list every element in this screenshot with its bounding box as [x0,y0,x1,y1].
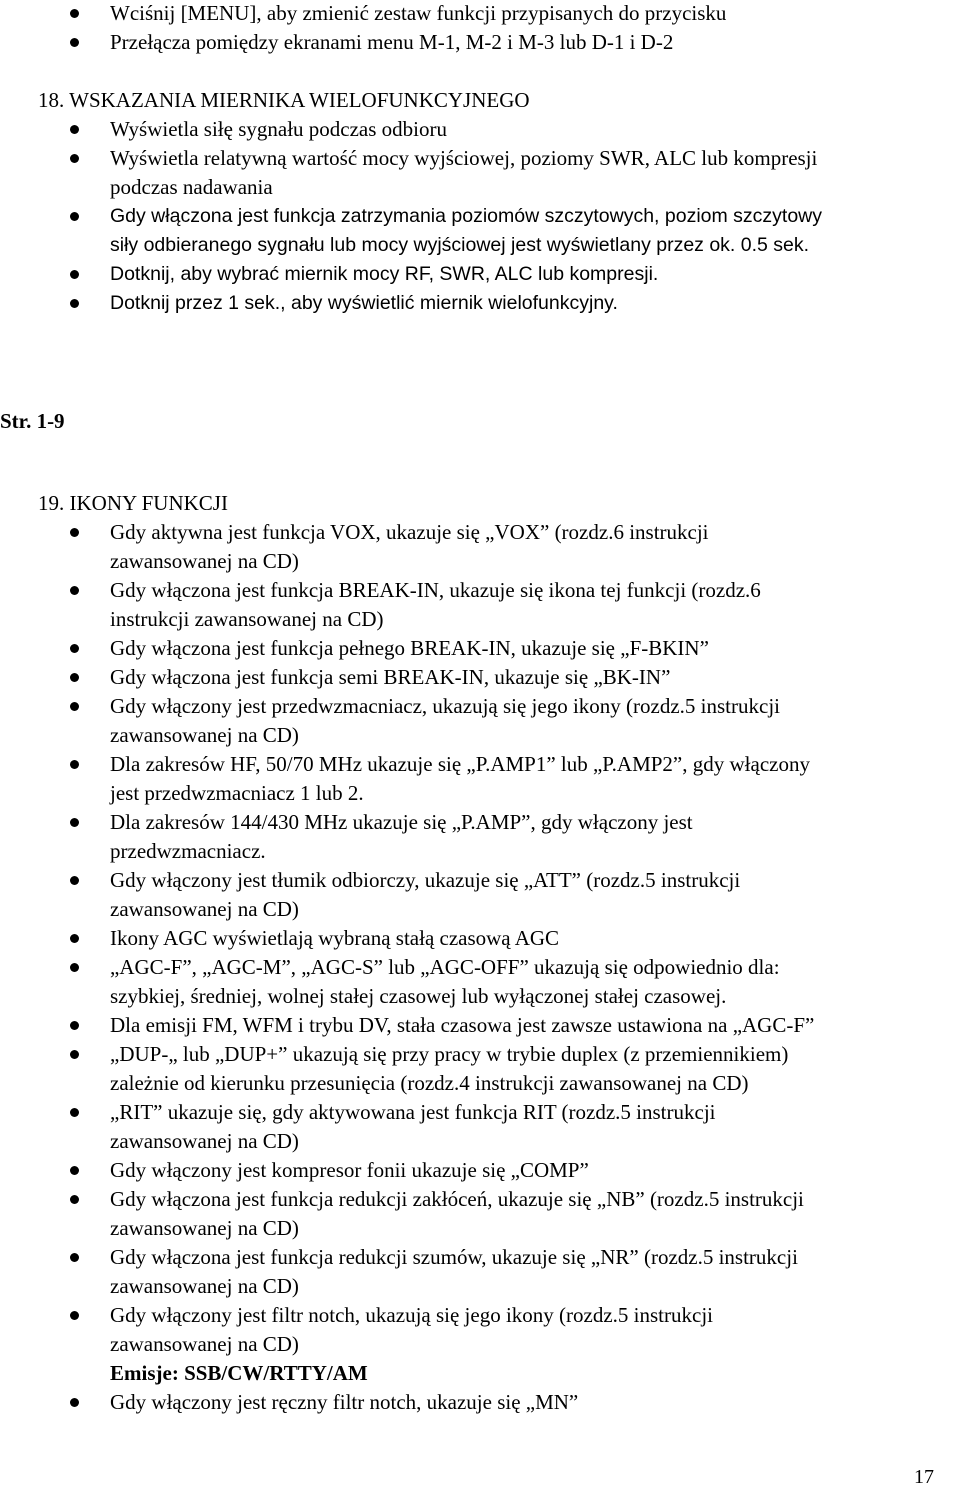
list-bullet [70,673,79,682]
list-item-text: zawansowanej na CD) [110,1216,299,1240]
list-bullet [70,9,79,18]
list-item-text: zawansowanej na CD) [110,1274,299,1298]
list-item-text: Dla emisji FM, WFM i trybu DV, stała czasowa jest zawsze ustawiona na „AGC-F” [110,1013,815,1037]
list-item-text: zawansowanej na CD) [110,897,299,921]
list-item-text: zależnie od kierunku przesunięcia (rozdz.4 instrukcji zawansowanej na CD) [110,1071,749,1095]
list-item-text: Gdy włączony jest przedwzmacniacz, ukazują się jego ikony (rozdz.5 instrukcji [110,694,781,718]
list-item-text: zawansowanej na CD) [110,723,299,747]
list-bullet [70,38,79,47]
list-item-text: Gdy włączona jest funkcja pełnego BREAK-IN, ukazuje się „F-BKIN” [110,636,709,660]
list-bullet [70,963,79,972]
list-bullet [70,760,79,769]
list-bullet [70,934,79,943]
list-item-text: siły odbieranego sygnału lub mocy wyjściowej jest wyświetlany przez ok. 0.5 sek. [110,234,810,256]
list-item-text: „AGC-F”, „AGC-M”, „AGC-S” lub „AGC-OFF” ukazują się odpowiednio dla: [110,955,780,979]
subheading-emisje: Emisje: SSB/CW/RTTY/AM [110,1361,368,1385]
list-bullet [70,876,79,885]
list-item-text: jest przedwzmacniacz 1 lub 2. [110,781,364,805]
list-item-text: Wciśnij [MENU], aby zmienić zestaw funkcji przypisanych do przycisku [110,1,727,25]
list-item-text: szybkiej, średniej, wolnej stałej czasowej lub wyłączonej stałej czasowej. [110,984,727,1008]
list-item-text: Gdy włączona jest funkcja redukcji zakłóceń, ukazuje się „NB” (rozdz.5 instrukcji [110,1187,804,1211]
list-item-text: Dla zakresów HF, 50/70 MHz ukazuje się „P.AMP1” lub „P.AMP2”, gdy włączony [110,752,810,776]
list-item-text: Gdy włączona jest funkcja zatrzymania poziomów szczytowych, poziom szczytowy [110,205,822,227]
list-bullet [70,1253,79,1262]
list-bullet [70,1108,79,1117]
list-bullet [70,299,79,308]
list-bullet [70,1311,79,1320]
list-bullet [70,1166,79,1175]
list-item-text: Przełącza pomiędzy ekranami menu M-1, M-2 i M-3 lub D-1 i D-2 [110,30,674,54]
list-item-text: Dla zakresów 144/430 MHz ukazuje się „P.AMP”, gdy włączony jest [110,810,693,834]
list-item-text: „DUP-„ lub „DUP+” ukazują się przy pracy w trybie duplex (z przemiennikiem) [110,1042,789,1066]
list-item-text: Gdy włączona jest funkcja redukcji szumów, ukazuje się „NR” (rozdz.5 instrukcji [110,1245,798,1269]
list-item-text: Gdy włączony jest filtr notch, ukazują się jego ikony (rozdz.5 instrukcji [110,1303,714,1327]
list-item-text: zawansowanej na CD) [110,549,299,573]
list-bullet [70,1195,79,1204]
list-bullet [70,1050,79,1059]
list-item-text: Wyświetla relatywną wartość mocy wyjściowej, poziomy SWR, ALC lub kompresji [110,146,818,170]
list-item-text: przedwzmacniacz. [110,839,266,863]
list-bullet [70,212,79,221]
list-item-text: instrukcji zawansowanej na CD) [110,607,384,631]
list-item-text: „RIT” ukazuje się, gdy aktywowana jest funkcja RIT (rozdz.5 instrukcji [110,1100,716,1124]
list-bullet [70,528,79,537]
list-item-text: zawansowanej na CD) [110,1332,299,1356]
list-item-text: Dotknij przez 1 sek., aby wyświetlić miernik wielofunkcyjny. [110,292,618,314]
list-item-text: Dotknij, aby wybrać miernik mocy RF, SWR, ALC lub kompresji. [110,263,659,285]
list-bullet [70,1398,79,1407]
list-item-text: zawansowanej na CD) [110,1129,299,1153]
list-bullet [70,270,79,279]
list-bullet [70,702,79,711]
list-bullet [70,818,79,827]
list-bullet [70,1021,79,1030]
section-heading-18: 18. WSKAZANIA MIERNIKA WIELOFUNKCYJNEGO [38,88,530,112]
list-item-text: Ikony AGC wyświetlają wybraną stałą czasową AGC [110,926,560,950]
list-bullet [70,125,79,134]
list-item-text: Gdy włączony jest kompresor fonii ukazuje się „COMP” [110,1158,589,1182]
list-item-text: Gdy włączony jest tłumik odbiorczy, ukazuje się „ATT” (rozdz.5 instrukcji [110,868,741,892]
list-item-text: Wyświetla siłę sygnału podczas odbioru [110,117,447,141]
list-item-text: Gdy włączony jest ręczny filtr notch, ukazuje się „MN” [110,1390,579,1414]
list-bullet [70,154,79,163]
list-item-text: podczas nadawania [110,175,273,199]
section-heading-19: 19. IKONY FUNKCJI [38,491,228,515]
list-bullet [70,644,79,653]
list-item-text: Gdy włączona jest funkcja BREAK-IN, ukazuje się ikona tej funkcji (rozdz.6 [110,578,761,602]
page-number: 17 [914,1466,934,1488]
list-item-text: Gdy aktywna jest funkcja VOX, ukazuje się „VOX” (rozdz.6 instrukcji [110,520,709,544]
list-bullet [70,586,79,595]
page-reference: Str. 1-9 [0,409,65,433]
list-item-text: Gdy włączona jest funkcja semi BREAK-IN, ukazuje się „BK-IN” [110,665,671,689]
